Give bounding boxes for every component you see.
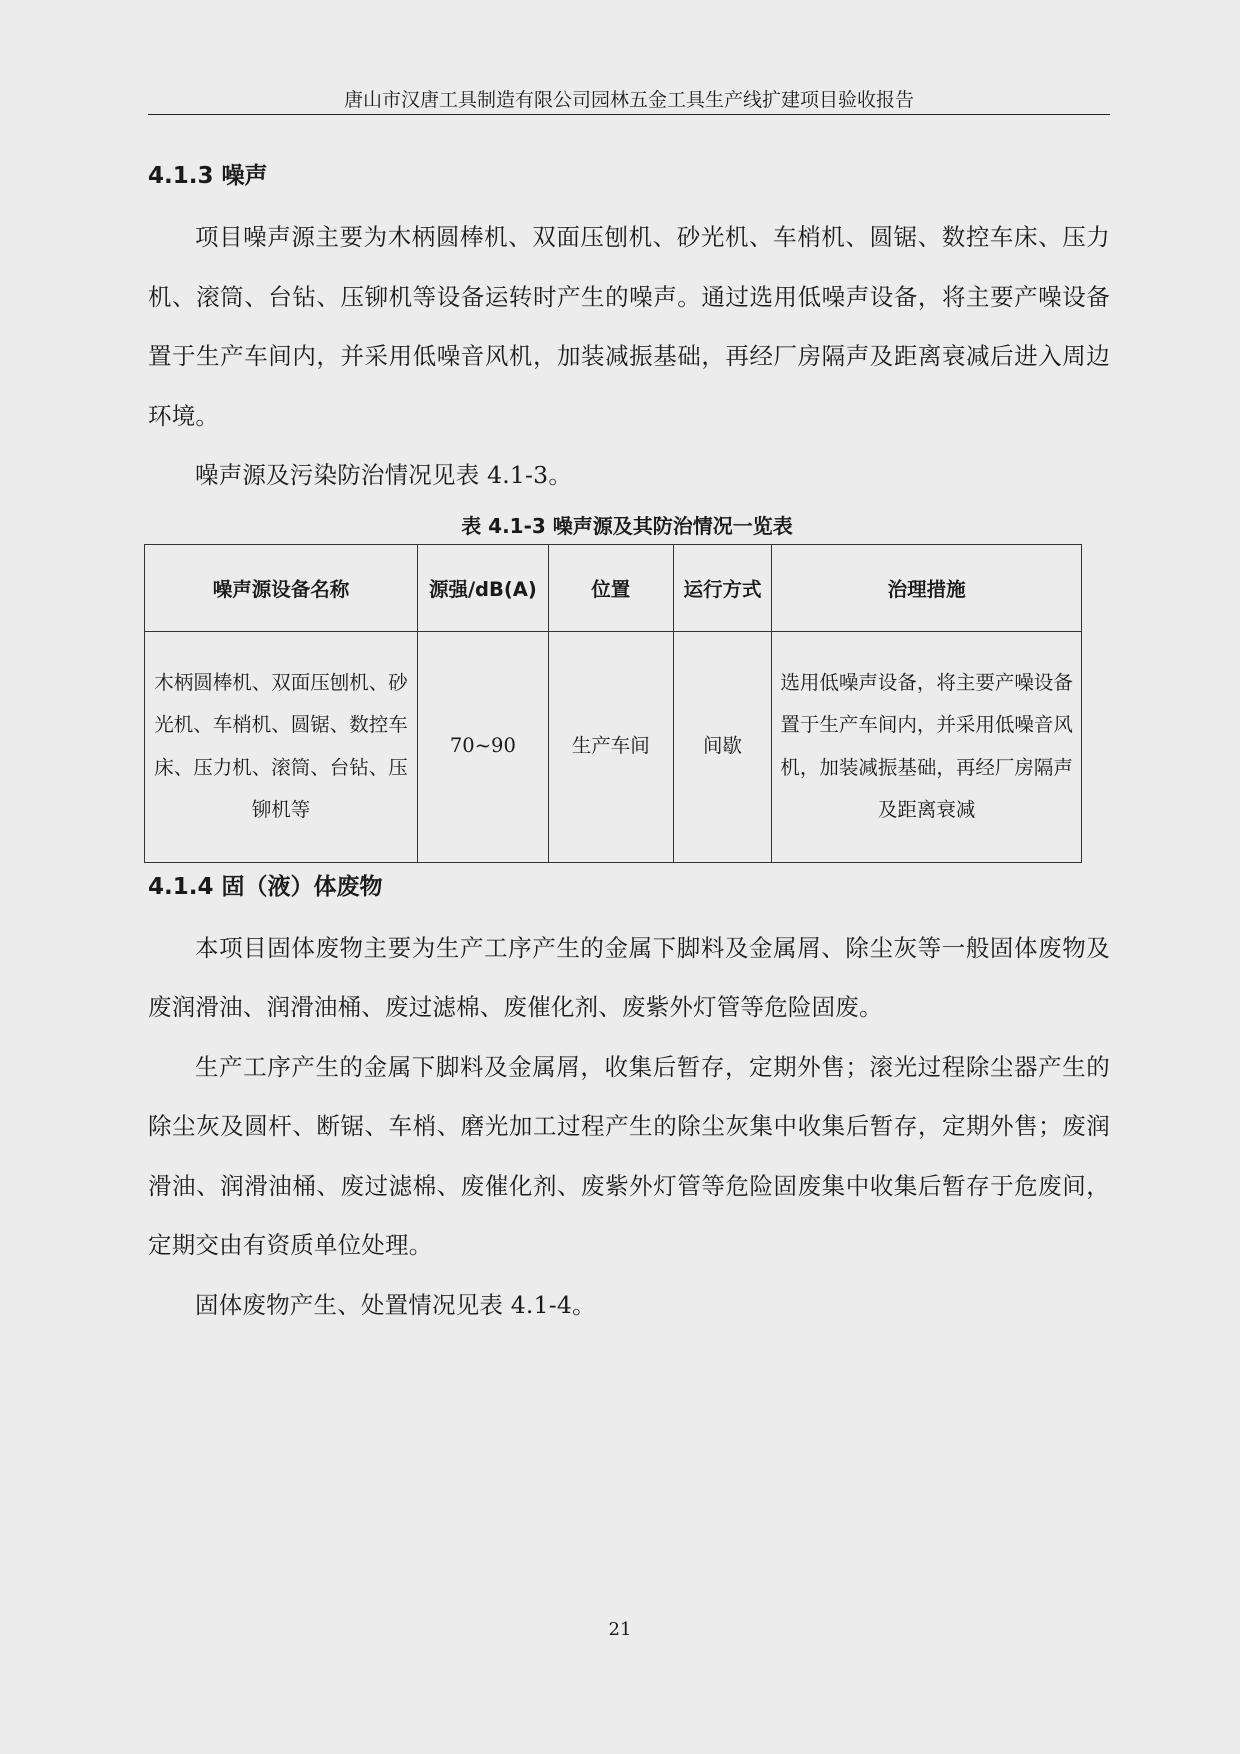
table-header-row <box>145 544 1082 631</box>
waste-paragraph-2: 生产工序产生的金属下脚料及金属屑，收集后暂存，定期外售；滚光过程除尘器产生的除尘灰及圆杆、断锯、车梢、磨光加工过程产生的除尘灰集中收集后暂存，定期外售；废润滑油、润滑油桶、废过滤棉、废催化剂、废紫外灯管等危险固废集中收集后暂存于危废间，定期交由有资质单位处理。 <box>148 1052 1110 1259</box>
running-header: 唐山市汉唐工具制造有限公司园林五金工具生产线扩建项目验收报告 <box>343 89 914 111</box>
noise-paragraph-2: 噪声源及污染防治情况见表 4.1-3。 <box>195 461 573 489</box>
noise-paragraph-1: 项目噪声源主要为木柄圆棒机、双面压刨机、砂光机、车梢机、圆锯、数控车床、压力机、滚筒、台钻、压铆机等设备运转时产生的噪声。通过选用低噪声设备，将主要产噪设备置于生产车间内，并采用低噪音风机，加装减振基础，再经厂房隔声及距离衰减后进入周边环境。 <box>148 223 1110 430</box>
section-heading-solid-waste: 4.1.4 固（液）体废物 <box>148 873 383 900</box>
section-heading-noise: 4.1.3 噪声 <box>148 163 268 189</box>
noise-source-table <box>144 544 1082 863</box>
column-header-measures: 治理措施 <box>772 544 1082 631</box>
cell-mode: 间歇 <box>673 631 771 862</box>
column-header-equipment: 噪声源设备名称 <box>145 544 418 631</box>
cell-level: 70~90 <box>418 631 549 862</box>
header-rule <box>148 114 1110 115</box>
page-content <box>148 152 1110 1335</box>
cell-measures: 选用低噪声设备，将主要产噪设备置于生产车间内，并采用低噪音风机，加装减振基础，再经厂房隔声及距离衰减 <box>772 631 1082 862</box>
table-caption: 表 4.1-3 噪声源及其防治情况一览表 <box>461 513 793 538</box>
waste-paragraph-3: 固体废物产生、处置情况见表 4.1-4。 <box>195 1290 596 1319</box>
page-number: 21 <box>608 1619 632 1640</box>
column-header-mode: 运行方式 <box>673 544 771 631</box>
table-row <box>145 631 1082 862</box>
waste-paragraph-1: 本项目固体废物主要为生产工序产生的金属下脚料及金属屑、除尘灰等一般固体废物及废润滑油、润滑油桶、废过滤棉、废催化剂、废紫外灯管等危险固废。 <box>148 933 1110 1021</box>
column-header-level: 源强/dB(A) <box>418 544 549 631</box>
column-header-location: 位置 <box>548 544 673 631</box>
cell-location: 生产车间 <box>548 631 673 862</box>
cell-equipment: 木柄圆棒机、双面压刨机、砂光机、车梢机、圆锯、数控车床、压力机、滚筒、台钻、压铆机等 <box>145 631 418 862</box>
